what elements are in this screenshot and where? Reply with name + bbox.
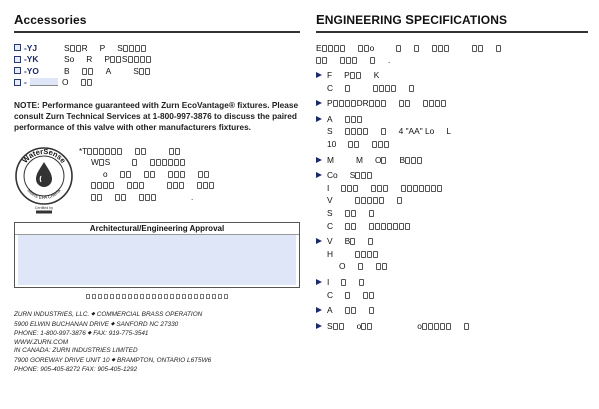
- watersense-line: *T: [79, 146, 299, 157]
- fine-print: [14, 294, 300, 301]
- approval-box: [14, 222, 300, 288]
- spec-item-5: Co S I V S C: [316, 169, 588, 232]
- approval-title: Architectural/Engineering Approval: [15, 223, 299, 235]
- approval-field[interactable]: [18, 235, 296, 285]
- accessory-checkbox-yk[interactable]: [14, 56, 21, 63]
- accessory-row-yo[interactable]: [14, 65, 300, 77]
- spec-item-4: M M O B: [316, 154, 588, 167]
- triangle-bullet-icon: [316, 307, 322, 313]
- spec-item-2: P DR: [316, 97, 588, 110]
- triangle-bullet-icon: [316, 116, 322, 122]
- accessories-heading: Accessories: [14, 12, 300, 33]
- accessory-code: -: [24, 77, 27, 88]
- watersense-section: [14, 146, 300, 218]
- triangle-bullet-icon: [316, 279, 322, 285]
- triangle-bullet-icon: [316, 72, 322, 78]
- spec-item-9: S o o: [316, 320, 588, 333]
- accessory-code: -YK: [24, 54, 39, 65]
- engineering-specifications-heading: ENGINEERING SPECIFICATIONS: [316, 12, 588, 33]
- svg-text:Meets EPA Criteria: Meets EPA Criteria: [26, 188, 62, 201]
- accessory-checkbox-yj[interactable]: [14, 44, 21, 51]
- spec-item-3: A S 4 "AA" Lo L 10: [316, 113, 588, 151]
- watersense-text: [79, 146, 299, 203]
- accessory-custom-code-field[interactable]: [30, 78, 58, 86]
- right-column: [316, 12, 588, 332]
- website-link[interactable]: WWW.ZURN.COM: [14, 338, 69, 346]
- accessory-row-yk[interactable]: [14, 54, 300, 66]
- spec-item-7: I C: [316, 276, 588, 301]
- spec-item-6: V B H O: [316, 235, 588, 273]
- watersense-line: .: [79, 192, 299, 203]
- watersense-line: [79, 180, 299, 191]
- accessory-row-custom[interactable]: [14, 77, 300, 89]
- performance-note: NOTE: Performance guaranteed with Zurn EcoVantage® fixtures. Please consult Zurn Technical Services at 1-800-997-3876 to discuss the paired performance of this valve with other manufacturers fixtures.: [14, 100, 299, 132]
- watersense-line: W S: [79, 157, 299, 168]
- accessory-code: -YO: [24, 65, 39, 76]
- svg-text:Certified by: Certified by: [34, 206, 54, 210]
- accessory-checkbox-yo[interactable]: [14, 67, 21, 74]
- accessory-desc: O: [62, 77, 93, 87]
- accessories-list: [14, 42, 300, 88]
- accessory-code: -YJ: [24, 42, 38, 53]
- svg-text:WaterSense: WaterSense: [20, 146, 68, 165]
- triangle-bullet-icon: [316, 100, 322, 106]
- accessory-checkbox-custom[interactable]: [14, 79, 21, 86]
- left-column: [14, 12, 300, 374]
- specs-intro: E o .: [316, 42, 588, 66]
- spec-item-8: A: [316, 304, 588, 317]
- accessory-desc: So R P S: [64, 54, 152, 64]
- accessory-row-yj[interactable]: [14, 42, 300, 54]
- company-address: ZURN INDUSTRIES, LLC. ◆ COMMERCIAL BRASS OPERATION 5900 ELWIN BUCHANAN DRIVE ◆ SANFORD NC 27330 PHONE: 1-800-997-3876 ◆ FAX: 919-775-3541 WWW.ZURN.COM IN CANADA: ZURN INDUSTRIES LIMITED 7900 GOREWAY DRIVE UNIT 10 ◆ BRAMPTON, ONTARIO L6T5W6 PHONE: 905-405-8272 FAX: 905-405-1292: [14, 310, 300, 374]
- triangle-bullet-icon: [316, 157, 322, 163]
- watersense-line: o: [79, 169, 299, 180]
- accessory-desc: S R P S: [64, 43, 147, 53]
- triangle-bullet-icon: [316, 172, 322, 178]
- spec-item-1: F P K C: [316, 69, 588, 94]
- accessory-desc: B A S: [64, 66, 151, 76]
- triangle-bullet-icon: [316, 323, 322, 329]
- watersense-logo: [14, 146, 74, 214]
- triangle-bullet-icon: [316, 238, 322, 244]
